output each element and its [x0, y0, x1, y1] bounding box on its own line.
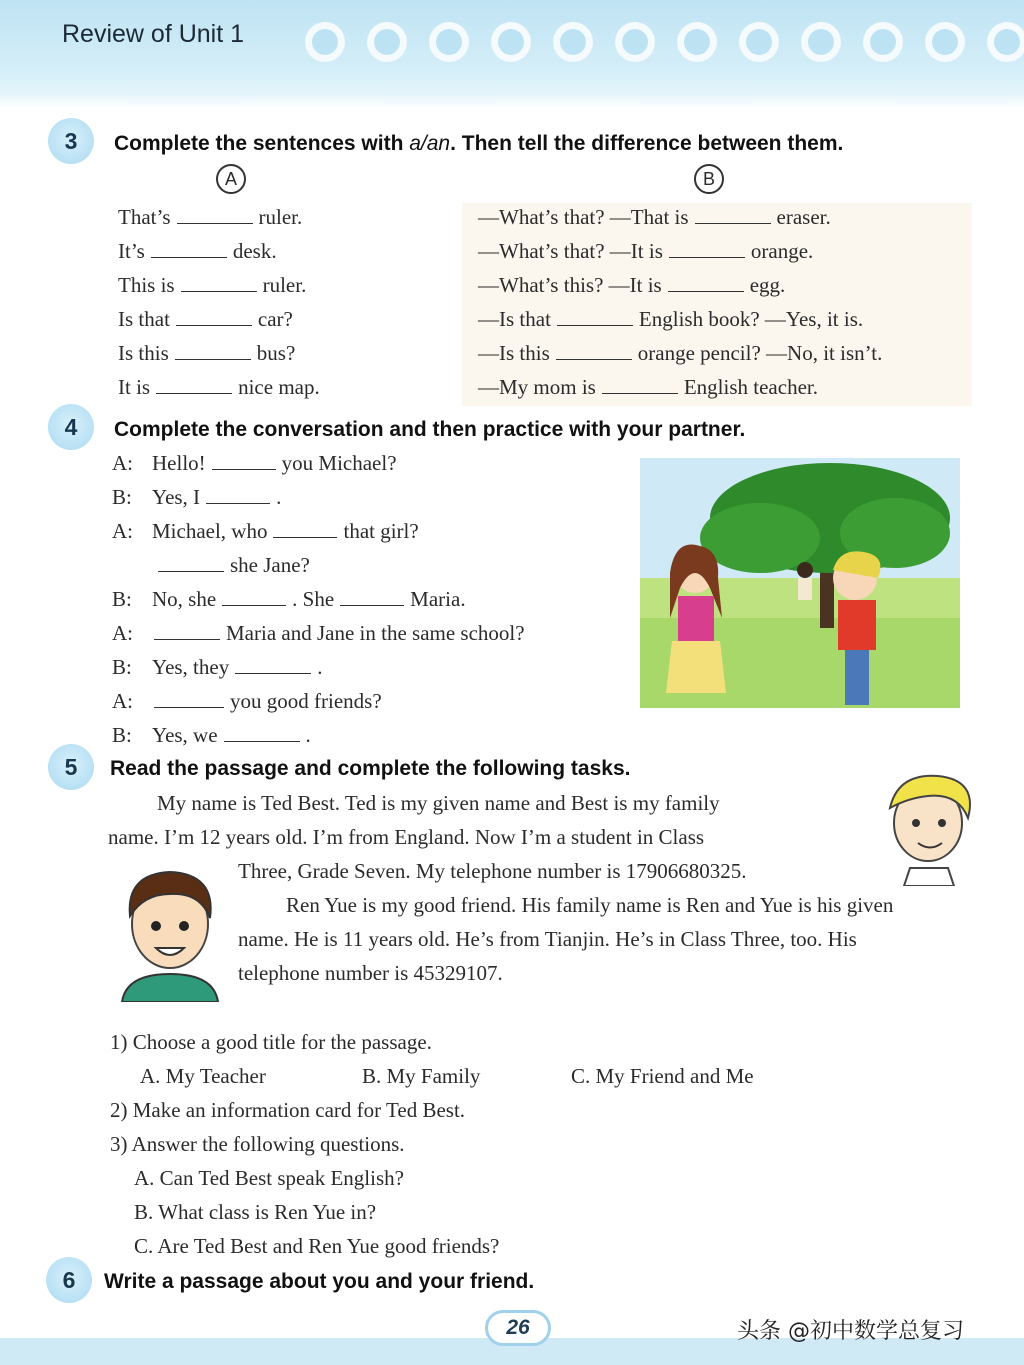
dialog-line-8: A: you good friends? — [112, 689, 382, 713]
decorative-rings — [305, 22, 1024, 62]
section-3-title: Complete the sentences with a/an. Then tell the difference between them. — [114, 132, 844, 155]
ted-best-illustration — [868, 768, 986, 886]
page-title: Review of Unit 1 — [62, 20, 245, 48]
dialog-line-5: B: No, she . She Maria. — [112, 587, 466, 611]
s3a-line-1: That’s ruler. — [118, 205, 303, 229]
passage-line-5: name. He is 11 years old. He’s from Tianjin. He’s in Class Three, too. His — [238, 927, 857, 951]
s3b-line-1: —What’s that? —That is eraser. — [478, 205, 831, 229]
s3b-line-5: —Is this orange pencil? —No, it isn’t. — [478, 341, 883, 365]
passage-line-3: Three, Grade Seven. My telephone number is 17906680325. — [238, 859, 747, 883]
s3a-line-3: This is ruler. — [118, 273, 307, 297]
question-1: 1) Choose a good title for the passage. — [110, 1030, 432, 1054]
passage-line-1: My name is Ted Best. Ted is my given name and Best is my family — [157, 791, 720, 815]
dialog-line-9: B: Yes, we . — [112, 723, 311, 747]
park-scene-illustration — [640, 458, 960, 708]
dialog-line-6: A: Maria and Jane in the same school? — [112, 621, 525, 645]
dialog-line-3: A: Michael, who that girl? — [112, 519, 419, 543]
q3-item-c: C. Are Ted Best and Ren Yue good friends? — [134, 1234, 500, 1258]
section-3-number: 3 — [48, 118, 94, 164]
s3b-line-6: —My mom is English teacher. — [478, 375, 818, 399]
dialog-line-7: B: Yes, they . — [112, 655, 323, 679]
dialog-line-4: she Jane? — [152, 552, 310, 578]
section-5-number: 5 — [48, 744, 94, 790]
s3a-line-5: Is this bus? — [118, 341, 296, 365]
dialog-line-1: A: Hello! you Michael? — [112, 451, 397, 475]
passage-line-4: Ren Yue is my good friend. His family name is Ren and Yue is his given — [286, 893, 894, 917]
q1-option-b: B. My Family — [362, 1064, 481, 1088]
passage-line-2: name. I’m 12 years old. I’m from England. Now I’m a student in Class — [108, 825, 705, 849]
s3a-line-6: It is nice map. — [118, 375, 320, 399]
section-6-title: Write a passage about you and your friend. — [104, 1270, 535, 1293]
s3b-line-3: —What’s this? —It is egg. — [478, 273, 786, 297]
question-2: 2) Make an information card for Ted Best. — [110, 1098, 466, 1122]
s3a-line-4: Is that car? — [118, 307, 293, 331]
header-fade — [0, 96, 1024, 110]
ren-yue-illustration — [116, 866, 224, 1002]
section-5-title: Read the passage and complete the following tasks. — [110, 757, 631, 780]
section-4-number: 4 — [48, 404, 94, 450]
section-6-number: 6 — [46, 1257, 92, 1303]
s3b-line-2: —What’s that? —It is orange. — [478, 239, 814, 263]
q1-option-c: C. My Friend and Me — [571, 1064, 754, 1088]
dialog-line-2: B: Yes, I . — [112, 485, 282, 509]
q3-item-a: A. Can Ted Best speak English? — [134, 1166, 404, 1190]
page-number: 26 — [485, 1310, 551, 1346]
s3b-line-4: —Is that English book? —Yes, it is. — [478, 307, 864, 331]
column-b-label: B — [694, 164, 724, 194]
s3a-line-2: It’s desk. — [118, 239, 277, 263]
section-4-title: Complete the conversation and then practice with your partner. — [114, 418, 746, 441]
watermark-text: 头条 @初中数学总复习 — [737, 1319, 964, 1344]
column-a-label: A — [216, 164, 246, 194]
passage-line-6: telephone number is 45329107. — [238, 961, 503, 985]
question-3: 3) Answer the following questions. — [110, 1132, 405, 1156]
q1-option-a: A. My Teacher — [140, 1064, 266, 1088]
q3-item-b: B. What class is Ren Yue in? — [134, 1200, 377, 1224]
